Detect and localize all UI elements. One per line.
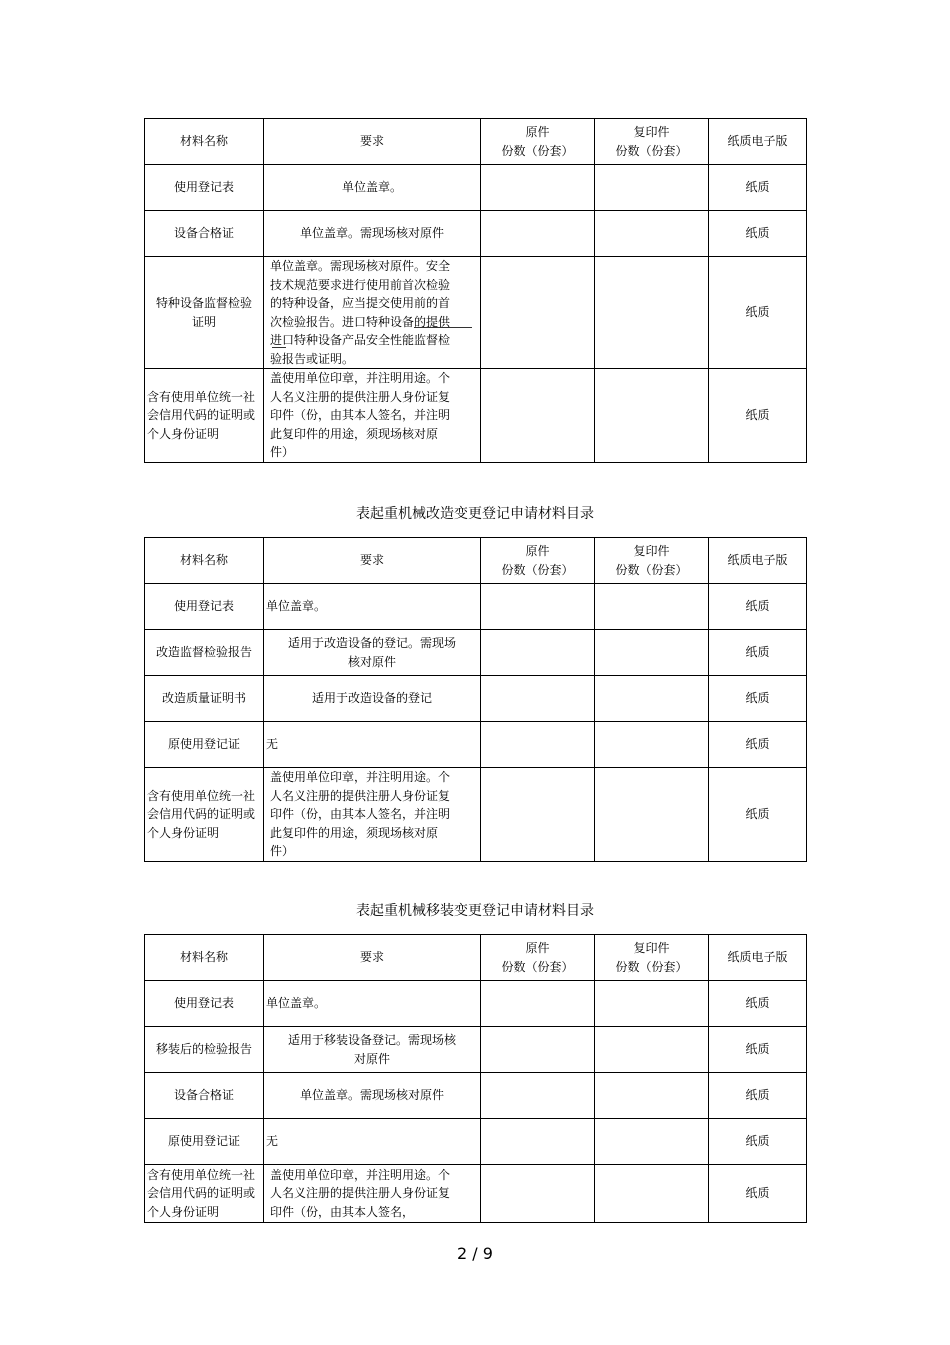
pen-stroke-mark xyxy=(272,347,286,348)
material-requirement: 适用于改造设备的登记。需现场核对原件 xyxy=(264,630,481,676)
materials-table-2 xyxy=(144,537,807,862)
header-copy: 复印件 份数（份套） xyxy=(595,119,709,165)
copy-count xyxy=(595,1119,709,1165)
original-count xyxy=(481,584,595,630)
header-original: 原件 份数（份套） xyxy=(481,935,595,981)
material-name: 移装后的检验报告 xyxy=(145,1027,264,1073)
material-format: 纸质 xyxy=(709,1073,807,1119)
copy-count xyxy=(595,1165,709,1223)
table-row xyxy=(145,369,807,463)
material-format: 纸质 xyxy=(709,768,807,862)
pen-stroke-mark xyxy=(414,327,472,328)
table-row xyxy=(145,211,807,257)
table-row xyxy=(145,676,807,722)
copy-count xyxy=(595,676,709,722)
table-row xyxy=(145,584,807,630)
material-name: 特种设备监督检验证明 xyxy=(145,257,264,369)
material-name: 含有使用单位统一社会信用代码的证明或个人身份证明 xyxy=(145,369,264,463)
material-format: 纸质 xyxy=(709,211,807,257)
table-header-row xyxy=(145,119,807,165)
material-format: 纸质 xyxy=(709,676,807,722)
material-format: 纸质 xyxy=(709,584,807,630)
original-count xyxy=(481,722,595,768)
original-count xyxy=(481,630,595,676)
header-name: 材料名称 xyxy=(145,538,264,584)
original-count xyxy=(481,1165,595,1223)
materials-table-1 xyxy=(144,118,807,463)
header-copy: 复印件 份数（份套） xyxy=(595,935,709,981)
table-row xyxy=(145,722,807,768)
copy-count xyxy=(595,211,709,257)
material-name: 设备合格证 xyxy=(145,211,264,257)
material-name: 使用登记表 xyxy=(145,584,264,630)
material-format: 纸质 xyxy=(709,1119,807,1165)
material-name: 使用登记表 xyxy=(145,981,264,1027)
material-name: 改造质量证明书 xyxy=(145,676,264,722)
table-header-row xyxy=(145,538,807,584)
material-requirement: 适用于移装设备登记。需现场核对原件 xyxy=(264,1027,481,1073)
material-requirement: 无 xyxy=(264,1119,481,1165)
table-row xyxy=(145,165,807,211)
material-format: 纸质 xyxy=(709,981,807,1027)
copy-count xyxy=(595,981,709,1027)
original-count xyxy=(481,1119,595,1165)
material-requirement: 单位盖章。 xyxy=(264,165,481,211)
table-row xyxy=(145,768,807,862)
header-name: 材料名称 xyxy=(145,119,264,165)
page-number: 2 / 9 xyxy=(457,1244,493,1263)
header-format: 纸质电子版 xyxy=(709,119,807,165)
material-format: 纸质 xyxy=(709,1165,807,1223)
original-count xyxy=(481,676,595,722)
copy-count xyxy=(595,369,709,463)
materials-table-3 xyxy=(144,934,807,1223)
header-format: 纸质电子版 xyxy=(709,935,807,981)
material-name: 改造监督检验报告 xyxy=(145,630,264,676)
header-original: 原件 份数（份套） xyxy=(481,538,595,584)
original-count xyxy=(481,768,595,862)
header-original: 原件 份数（份套） xyxy=(481,119,595,165)
original-count xyxy=(481,211,595,257)
original-count xyxy=(481,369,595,463)
table-title-modification: 表起重机械改造变更登记申请材料目录 xyxy=(356,506,594,522)
material-name: 原使用登记证 xyxy=(145,1119,264,1165)
table-row xyxy=(145,257,807,369)
material-format: 纸质 xyxy=(709,722,807,768)
material-name: 原使用登记证 xyxy=(145,722,264,768)
table-row xyxy=(145,981,807,1027)
original-count xyxy=(481,165,595,211)
material-format: 纸质 xyxy=(709,1027,807,1073)
copy-count xyxy=(595,1027,709,1073)
table-header-row xyxy=(145,935,807,981)
copy-count xyxy=(595,584,709,630)
material-requirement: 单位盖章。 xyxy=(264,981,481,1027)
material-name: 含有使用单位统一社会信用代码的证明或个人身份证明 xyxy=(145,1165,264,1223)
original-count xyxy=(481,1027,595,1073)
material-format: 纸质 xyxy=(709,630,807,676)
table-row xyxy=(145,1073,807,1119)
header-requirement: 要求 xyxy=(264,935,481,981)
table-row xyxy=(145,630,807,676)
copy-count xyxy=(595,722,709,768)
table-row xyxy=(145,1027,807,1073)
material-requirement: 盖使用单位印章，并注明用途。个人名义注册的提供注册人身份证复印件（份，由其本人签名， xyxy=(264,1165,481,1223)
table-title-relocation: 表起重机械移装变更登记申请材料目录 xyxy=(356,903,594,919)
copy-count xyxy=(595,257,709,369)
material-requirement: 盖使用单位印章，并注明用途。个人名义注册的提供注册人身份证复印件（份，由其本人签名，并注明此复印件的用途，须现场核对原件） xyxy=(264,369,481,463)
material-format: 纸质 xyxy=(709,165,807,211)
original-count xyxy=(481,981,595,1027)
material-format: 纸质 xyxy=(709,257,807,369)
header-requirement: 要求 xyxy=(264,538,481,584)
copy-count xyxy=(595,630,709,676)
material-name: 设备合格证 xyxy=(145,1073,264,1119)
copy-count xyxy=(595,165,709,211)
copy-count xyxy=(595,1073,709,1119)
material-format: 纸质 xyxy=(709,369,807,463)
header-name: 材料名称 xyxy=(145,935,264,981)
material-requirement: 单位盖章。需现场核对原件 xyxy=(264,211,481,257)
material-requirement: 适用于改造设备的登记 xyxy=(264,676,481,722)
header-copy: 复印件 份数（份套） xyxy=(595,538,709,584)
material-name: 含有使用单位统一社会信用代码的证明或个人身份证明 xyxy=(145,768,264,862)
material-requirement: 单位盖章。需现场核对原件。安全技术规范要求进行使用前首次检验的特种设备，应当提交使用前的首次检验报告。进口特种设备的提供进口特种设备产品安全性能监督检验报告或证明。 xyxy=(264,257,481,369)
original-count xyxy=(481,1073,595,1119)
table-row xyxy=(145,1119,807,1165)
table-row xyxy=(145,1165,807,1223)
header-requirement: 要求 xyxy=(264,119,481,165)
header-format: 纸质电子版 xyxy=(709,538,807,584)
material-requirement: 盖使用单位印章，并注明用途。个人名义注册的提供注册人身份证复印件（份，由其本人签名，并注明此复印件的用途，须现场核对原件） xyxy=(264,768,481,862)
material-requirement: 单位盖章。 xyxy=(264,584,481,630)
copy-count xyxy=(595,768,709,862)
original-count xyxy=(481,257,595,369)
material-requirement: 单位盖章。需现场核对原件 xyxy=(264,1073,481,1119)
material-requirement: 无 xyxy=(264,722,481,768)
material-name: 使用登记表 xyxy=(145,165,264,211)
